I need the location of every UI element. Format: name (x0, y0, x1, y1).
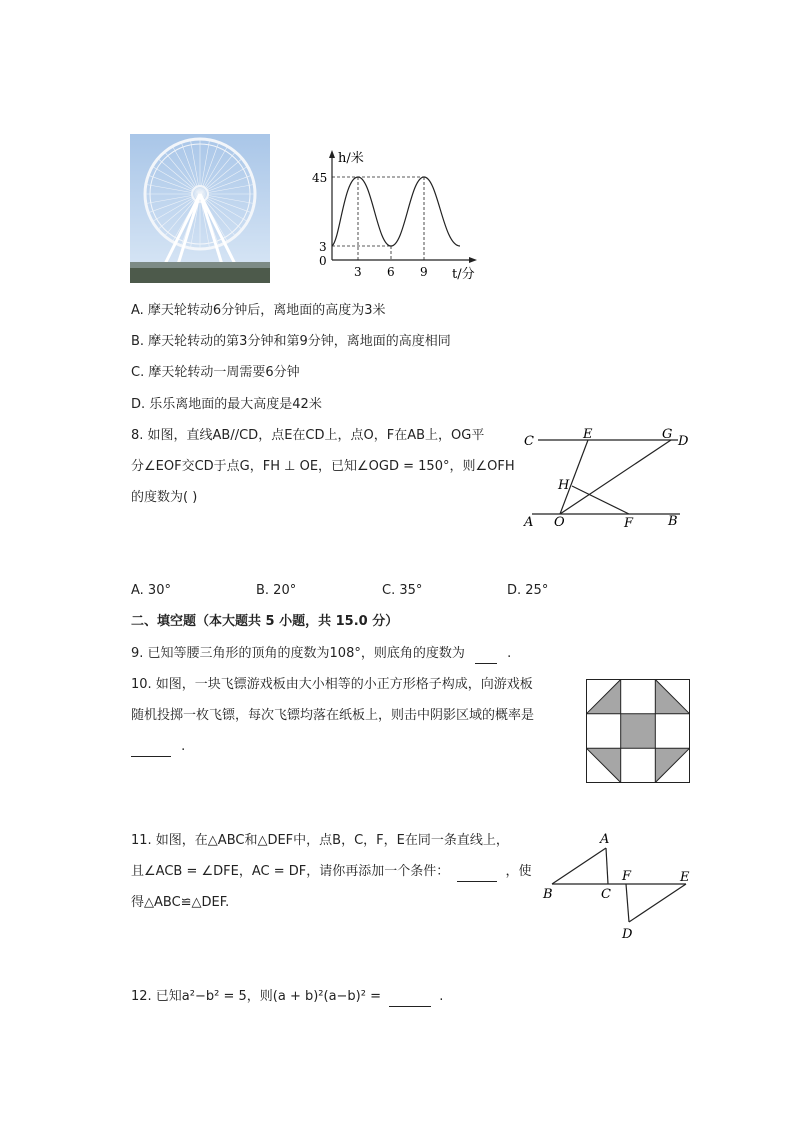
q11-figure (538, 828, 698, 944)
q7-option-d: D. 乐乐离地面的最大高度是42米 (131, 397, 322, 412)
q8-option-a: A. 30° (131, 583, 171, 598)
q8-figure (520, 428, 700, 532)
q11-text-after: ，使 (505, 864, 532, 879)
q9-answer-blank (475, 645, 497, 664)
label-c: C (524, 434, 534, 449)
q8-text-line3: 的度数为( ) (131, 490, 198, 505)
label-e: E (680, 870, 690, 885)
segment-oe (560, 440, 588, 514)
segment-og (560, 440, 671, 514)
label-d: D (622, 927, 633, 942)
segment-de (629, 884, 686, 922)
guide-lines (332, 177, 424, 260)
segment-ac (606, 848, 608, 884)
q12-answer-blank (389, 988, 431, 1007)
q12-text-before: 12. 已知a²−b² = 5，则(a + b)²(a−b)² = (131, 989, 381, 1004)
height-time-graph (300, 140, 500, 285)
graph-axes (332, 154, 472, 260)
q11-text-line3: 得△ABC≌△DEF. (131, 895, 230, 910)
q10-text-line1: 10. 如图，一块飞镖游戏板由大小相等的小正方形格子构成，向游戏板 (131, 677, 533, 692)
q11-text-line1: 11. 如图，在△ABC和△DEF中，点B，C，F，E在同一条直线上， (131, 833, 509, 848)
label-o: O (554, 515, 565, 530)
q10-text-line2: 随机投掷一枚飞镖，每次飞镖均落在纸板上，则击中阴影区域的概率是 (131, 708, 535, 723)
q10-answer-blank (131, 738, 171, 757)
ferris-wheel-photo (130, 134, 270, 283)
q9-text (131, 645, 511, 664)
q12-text (131, 988, 443, 1007)
q8-option-d: D. 25° (507, 583, 549, 598)
q7-option-b: B. 摩天轮转动的第3分钟和第9分钟，离地面的高度相同 (131, 334, 451, 349)
q11-text-before: 且∠ACB = ∠DFE，AC = DF，请你再添加一个条件： (131, 864, 450, 879)
label-f: F (622, 869, 632, 884)
q11-answer-blank (457, 863, 497, 882)
label-a: A (600, 832, 610, 847)
y-tick-3: 3 (319, 240, 327, 254)
y-axis-label: h/米 (338, 151, 364, 166)
label-c: C (601, 887, 611, 902)
dartboard-figure (586, 679, 690, 783)
q8-option-c: C. 35° (382, 583, 423, 598)
q8-text-line2: 分∠EOF交CD于点G，FH ⊥ OE，已知∠OGD = 150°，则∠OFH (131, 459, 515, 474)
label-f: F (624, 516, 634, 531)
q9-text-after: . (507, 646, 512, 661)
q12-text-after: . (439, 989, 444, 1004)
x-axis-label: t/分 (452, 267, 475, 282)
label-a: A (524, 515, 534, 530)
label-g: G (662, 428, 673, 442)
x-tick-9: 9 (420, 265, 428, 279)
section-2-heading: 二、填空题（本大题共 5 小题，共 15.0 分） (131, 614, 399, 629)
label-b: B (543, 887, 553, 902)
q11-text-line2 (131, 863, 532, 882)
y-tick-45: 45 (312, 171, 328, 185)
q7-option-c: C. 摩天轮转动一周需要6分钟 (131, 365, 300, 380)
q8-option-b: B. 20° (256, 583, 297, 598)
label-d: D (678, 434, 689, 449)
segment-ab (552, 848, 606, 884)
q8-text-line1: 8. 如图，直线AB//CD，点E在CD上，点O，F在AB上，OG平 (131, 428, 485, 443)
x-tick-3: 3 (354, 265, 362, 279)
height-curve (332, 177, 460, 246)
q10-text-after: . (181, 739, 186, 754)
y-axis-arrow (329, 150, 335, 158)
q10-text-line3 (131, 738, 185, 757)
q7-option-a: A. 摩天轮转动6分钟后，离地面的高度为3米 (131, 303, 386, 318)
segment-fd (626, 884, 629, 922)
q9-text-before: 9. 已知等腰三角形的顶角的度数为108°，则底角的度数为 (131, 646, 465, 661)
label-b: B (668, 514, 678, 529)
y-tick-0: 0 (319, 254, 327, 268)
x-axis-arrow (469, 257, 477, 263)
label-h: H (558, 478, 570, 493)
x-tick-6: 6 (387, 265, 395, 279)
label-e: E (583, 428, 593, 442)
